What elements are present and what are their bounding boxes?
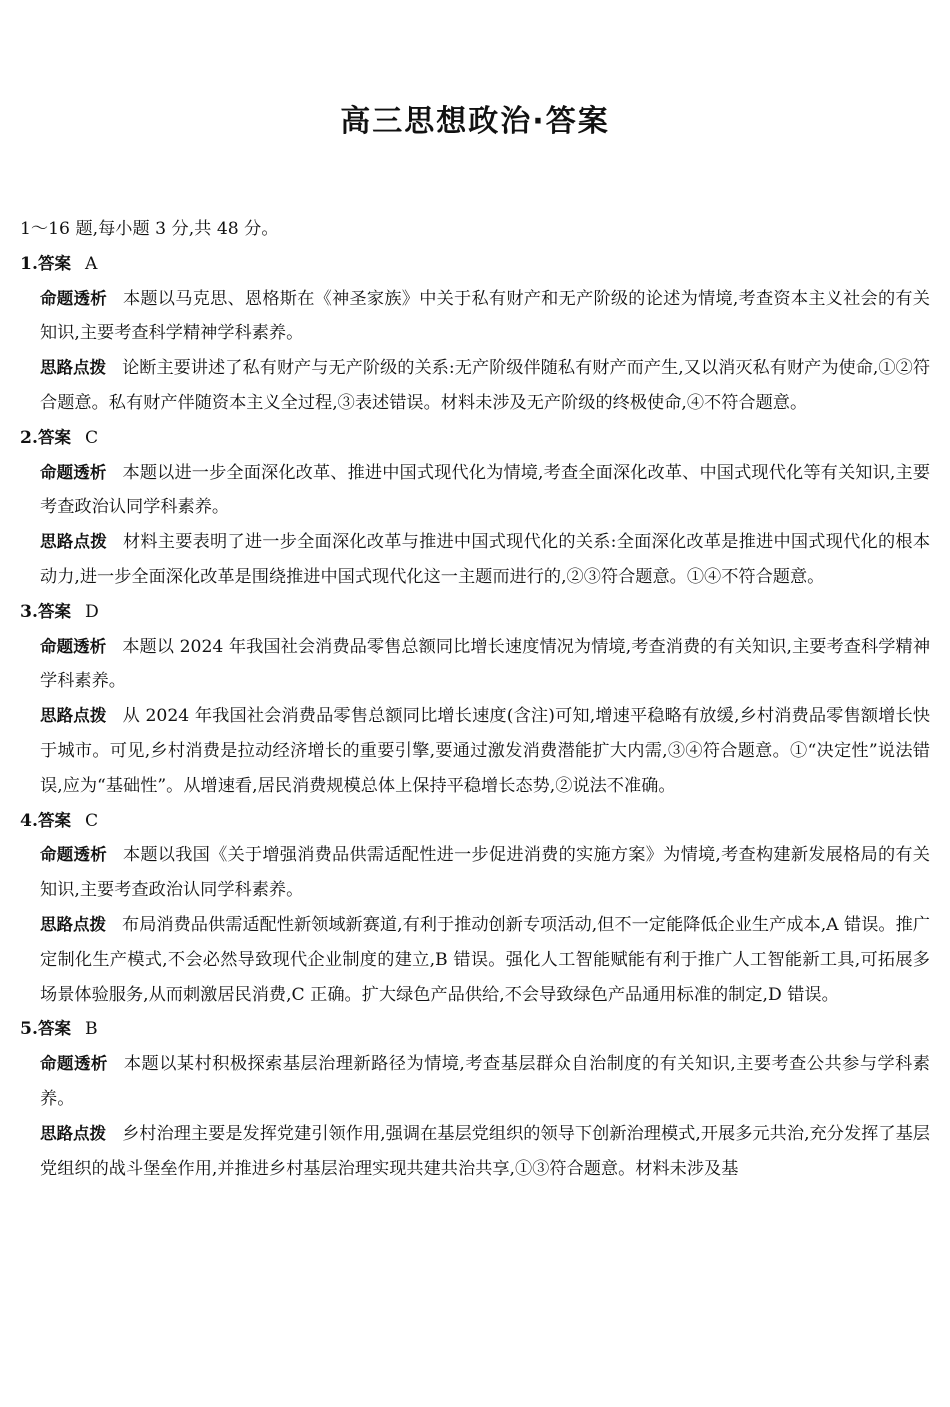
- question-number: 2.: [20, 427, 38, 448]
- answer-label: 答案: [37, 427, 71, 447]
- page-title: 高三思想政治·答案: [340, 104, 610, 139]
- insight-text: 本题以我国《关于增强消费品供需适配性进一步促进消费的实施方案》为情境,考查构建新发展格局的有关知识,主要考查政治认同学科素养。: [40, 845, 930, 901]
- question-block: [20, 421, 930, 595]
- answer-label: 答案: [37, 601, 71, 621]
- insight-paragraph: [20, 838, 930, 908]
- analysis-label: 思路点拨: [40, 1123, 107, 1143]
- answer-label: 答案: [37, 253, 71, 273]
- insight-label: 命题透析: [40, 1054, 108, 1074]
- question-block: [20, 804, 930, 1013]
- answer-value: A: [84, 253, 98, 274]
- analysis-label: 思路点拨: [40, 706, 107, 726]
- answer-line: [20, 247, 930, 282]
- answer-value: D: [84, 601, 99, 622]
- question-number: 5.: [20, 1019, 38, 1040]
- answer-line: [20, 595, 930, 630]
- answer-value: C: [84, 810, 99, 831]
- analysis-paragraph: [20, 1117, 930, 1187]
- insight-text: 本题以某村积极探索基层治理新路径为情境,考查基层群众自治制度的有关知识,主要考查公共参与学科素养。: [40, 1054, 930, 1109]
- analysis-text: 从 2024 年我国社会消费品零售总额同比增长速度(含注)可知,增速平稳略有放缓,乡村消费品零售额增长快于城市。可见,乡村消费是拉动经济增长的重要引擎,要通过激发消费潜能扩大内需,③④符合题意。①“决定性”说法错误,应为“基础性”。从增速看,居民消费规模总体上保持平稳增长态势,②说法不准确。: [40, 706, 930, 796]
- analysis-label: 思路点拨: [40, 358, 107, 378]
- question-block: [20, 247, 930, 421]
- answer-label: 答案: [37, 810, 71, 830]
- insight-label: 命题透析: [40, 462, 107, 482]
- insight-text: 本题以 2024 年我国社会消费品零售总额同比增长速度情况为情境,考查消费的有关知识,主要考查科学精神学科素养。: [40, 636, 931, 692]
- insight-paragraph: [20, 1047, 930, 1117]
- answer-label: 答案: [37, 1019, 71, 1039]
- question-number: 4.: [20, 810, 38, 831]
- analysis-text: 乡村治理主要是发挥党建引领作用,强调在基层党组织的领导下创新治理模式,开展多元共治,充分发挥了基层党组织的战斗堡垒作用,并推进乡村基层治理实现共建共治共享,①③符合题意。材料未涉及基: [40, 1123, 930, 1179]
- insight-label: 命题透析: [40, 845, 107, 865]
- analysis-label: 思路点拨: [40, 914, 107, 934]
- analysis-paragraph: [20, 699, 930, 803]
- analysis-text: 材料主要表明了进一步全面深化改革与推进中国式现代化的关系:全面深化改革是推进中国式现代化的根本动力,进一步全面深化改革是围绕推进中国式现代化这一主题而进行的,②③符合题意。①④不符合题意。: [40, 532, 931, 587]
- question-block: [20, 1012, 930, 1186]
- question-number: 1.: [20, 253, 38, 274]
- answer-content: [20, 212, 930, 1186]
- analysis-paragraph: [20, 351, 930, 421]
- analysis-label: 思路点拨: [40, 532, 107, 552]
- insight-label: 命题透析: [40, 636, 107, 656]
- question-block: [20, 595, 930, 804]
- analysis-paragraph: [20, 525, 930, 595]
- insight-text: 本题以马克思、恩格斯在《神圣家族》中关于私有财产和无产阶级的论述为情境,考查资本主义社会的有关知识,主要考查科学精神学科素养。: [40, 288, 930, 344]
- analysis-text: 布局消费品供需适配性新领域新赛道,有利于推动创新专项活动,但不一定能降低企业生产成本,A 错误。推广定制化生产模式,不会必然导致现代企业制度的建立,B 错误。强化人工智能赋能有利于推广人工智能新工具,可拓展多场景体验服务,从而刺激居民消费,C 正确。扩大绿色产品供给,不会导致绿色产品通用标准的制定,D 错误。: [40, 914, 930, 1005]
- analysis-text: 论断主要讲述了私有财产与无产阶级的关系:无产阶级伴随私有财产而产生,又以消灭私有财产为使命,①②符合题意。私有财产伴随资本主义全过程,③表述错误。材料未涉及无产阶级的终极使命,④不符合题意。: [40, 358, 931, 413]
- insight-paragraph: [20, 630, 930, 700]
- answer-line: [20, 1012, 930, 1047]
- answer-line: [20, 804, 930, 839]
- insight-text: 本题以进一步全面深化改革、推进中国式现代化为情境,考查全面深化改革、中国式现代化等有关知识,主要考查政治认同学科素养。: [40, 462, 931, 518]
- insight-paragraph: [20, 456, 930, 526]
- page-crop-mask: [0, 1328, 950, 1407]
- insight-paragraph: [20, 282, 930, 352]
- section-intro: 1～16 题,每小题 3 分,共 48 分。: [20, 219, 279, 239]
- answer-line: [20, 421, 930, 456]
- answer-value: B: [84, 1019, 98, 1040]
- analysis-paragraph: [20, 908, 930, 1012]
- insight-label: 命题透析: [40, 288, 107, 308]
- answer-value: C: [84, 427, 99, 448]
- question-number: 3.: [20, 601, 38, 622]
